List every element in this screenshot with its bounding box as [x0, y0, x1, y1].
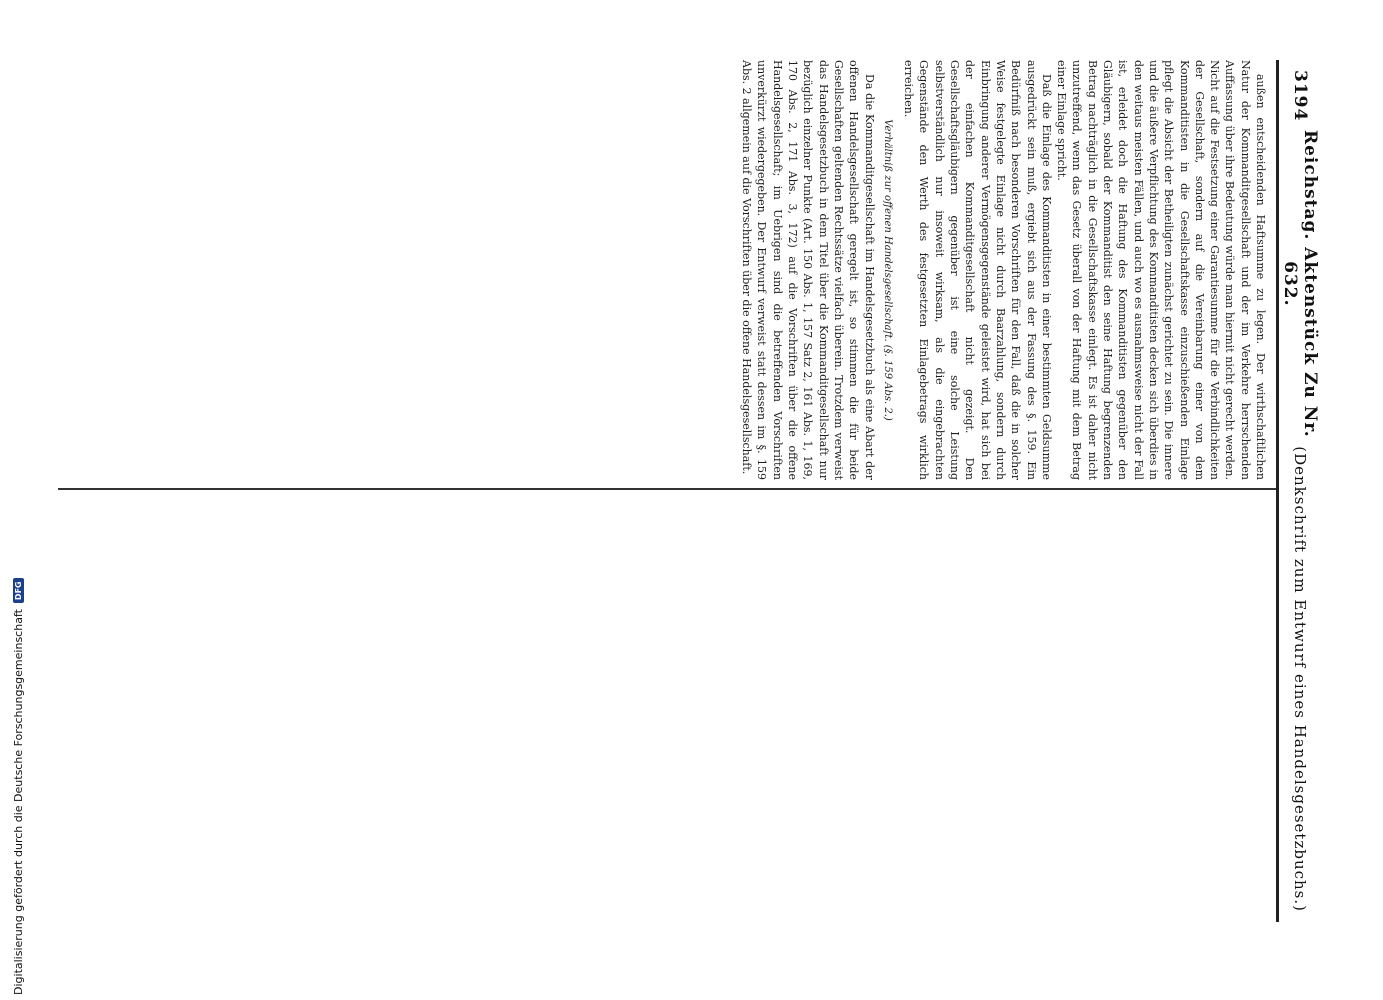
page-subtitle: (Denkschrift zum Entwurf eines Handelsgesetzbuchs.): [1291, 446, 1309, 912]
digitization-caption: [12, 578, 25, 995]
column-divider: [58, 488, 1276, 490]
header-rule: [1276, 60, 1279, 922]
paragraph: Da die Kommanditgesellschaft im Handelsgesetzbuch als eine Abart der offenen Handelsgesellschaft geregelt ist, so stimmen die für beide Gesellschaften geltenden Rechtssätze vielfach überein. Trotzdem verweist das Handelsgesetzbuch in dem Titel über die Kommanditgesellschaft nur bezüglich einzelner Punkte (Art. 150 Abs. 1, 157 Satz 2, 161 Abs. 1, 169, 170 Abs. 2, 171 Abs. 3, 172) auf die Vorschriften über die offene Handelsgesellschaft; im Uebrigen sind die betreffenden Vorschriften unverkürzt wiedergegeben. Der Entwurf verweist statt dessen im §. 159 Abs. 2 allgemein auf die Vorschriften über die offene Handelsgesellschaft.: [740, 60, 876, 480]
dfg-logo: DFG: [13, 578, 24, 603]
scanned-page: [58, 60, 1320, 922]
section-heading: Verhältniß zur offenen Handelsgesellschaft. (§. 159 Abs. 2.): [881, 119, 893, 421]
page-title: Reichstag. Aktenstück Zu Nr. 632.: [1280, 129, 1320, 438]
page-number: 3194: [1290, 70, 1310, 122]
caption-text: Digitalisierung gefördert durch die Deutsche Forschungsgemeinschaft: [12, 609, 25, 995]
text-column-left: [708, 60, 1268, 480]
paragraph: außen entscheidenden Haftsumme zu legen. Der wirthschaftlichen Natur der Kommanditgesellschaft und der im Verkehre herrschenden Auffassung über ihre Bedeutung würde man hiermit nicht gerecht werden. Nicht auf die Festsetzung einer Garantiesumme für die Verbindlichkeiten der Gesellschaft, sondern auf die Vereinbarung einer von dem Kommanditisten in die Gesellschaftskasse einzuschießenden Einlage pflegt die Absicht der Betheiligten zunächst gerichtet zu sein. Die innere und die äußere Verpflichtung des Kommanditisten decken sich überdies in den weitaus meisten Fällen, und auch wo es ausnahmsweise nicht der Fall ist, erleidet doch die Haftung des Kommanditisten gegenüber den Gläubigern, sobald der Kommanditist den seine Haftung begrenzenden Betrag nachträglich in die Gesellschaftskasse einlegt. Es ist daher nicht unzutreffend, wenn das Gesetz überall von der Haftung mit dem Betrag einer Einlage spricht.: [1055, 60, 1267, 480]
paragraph: Daß die Einlage des Kommanditisten in einer bestimmten Geldsumme ausgedrückt sein muß, ergiebt sich aus der Fassung des §. 159. Ein Bedürfniß nach besonderen Vorschriften für den Fall, daß die in solcher Weise festgelegte Einlage nicht durch Baarzahlung, sondern durch Einbringung anderer Vermögensgegenstände geleistet wird, hat sich bei der einfachen Kommanditgesellschaft nicht gezeigt. Den Gesellschaftsgläubigern gegenüber ist eine solche Leistung selbstverständlich nur insoweit wirksam, als die eingebrachten Gegenstände den Werth des festgesetzten Einlagebetrags wirklich erreichen.: [902, 60, 1053, 480]
page-header: [1280, 60, 1320, 922]
